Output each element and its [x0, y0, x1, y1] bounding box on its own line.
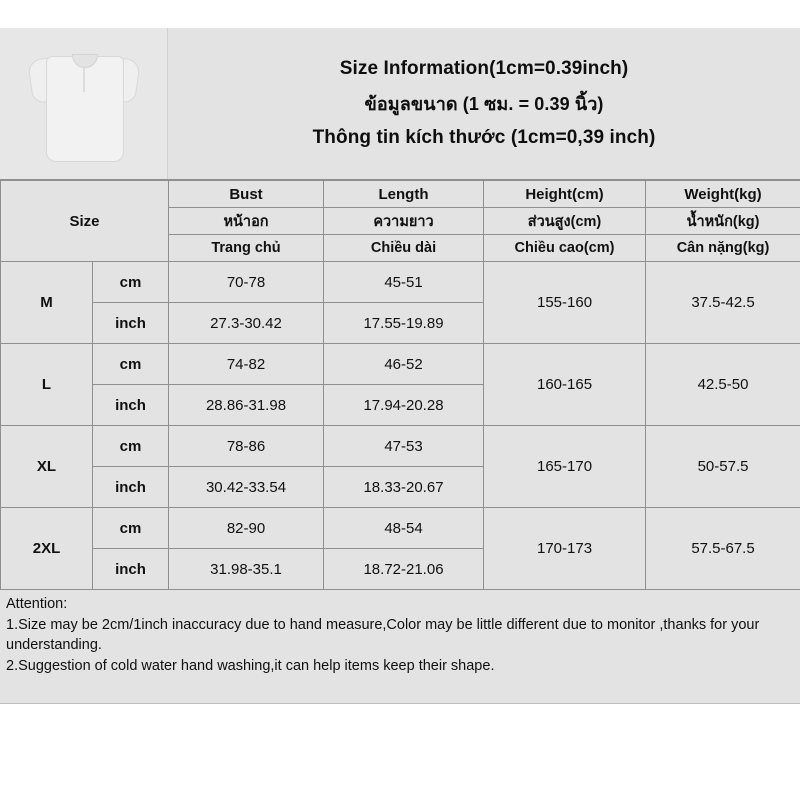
header-weight-th: น้ำหนัก(kg)	[646, 208, 800, 235]
table-row	[1, 426, 800, 467]
attention-heading: Attention:	[6, 596, 68, 612]
m-height: 155-160	[484, 262, 646, 344]
row-size-m: M	[1, 262, 93, 344]
xl-height: 165-170	[484, 426, 646, 508]
chart-title-block	[168, 28, 800, 179]
l-height: 160-165	[484, 344, 646, 426]
unit-inch: inch	[93, 549, 169, 590]
2xl-length-inch: 18.72-21.06	[324, 549, 484, 590]
table-row	[1, 508, 800, 549]
2xl-weight: 57.5-67.5	[646, 508, 800, 590]
chart-header	[0, 28, 800, 180]
tshirt-placket	[83, 66, 85, 92]
l-weight: 42.5-50	[646, 344, 800, 426]
header-height-th: ส่วนสูง(cm)	[484, 208, 646, 235]
xl-bust-cm: 78-86	[169, 426, 324, 467]
unit-inch: inch	[93, 385, 169, 426]
header-height-en: Height(cm)	[484, 181, 646, 208]
row-size-2xl: 2XL	[1, 508, 93, 590]
tshirt-body	[46, 56, 124, 162]
attention-line-2: 2.Suggestion of cold water hand washing,it can help items keep their shape.	[6, 657, 495, 674]
xl-bust-inch: 30.42-33.54	[169, 467, 324, 508]
header-weight-en: Weight(kg)	[646, 181, 800, 208]
size-table	[0, 180, 800, 590]
header-bust-en: Bust	[169, 181, 324, 208]
unit-cm: cm	[93, 426, 169, 467]
title-en: Size Information(1cm=0.39inch)	[339, 58, 629, 79]
l-bust-inch: 28.86-31.98	[169, 385, 324, 426]
xl-length-inch: 18.33-20.67	[324, 467, 484, 508]
2xl-length-cm: 48-54	[324, 508, 484, 549]
2xl-bust-inch: 31.98-35.1	[169, 549, 324, 590]
m-bust-inch: 27.3-30.42	[169, 303, 324, 344]
m-bust-cm: 70-78	[169, 262, 324, 303]
m-length-cm: 45-51	[324, 262, 484, 303]
l-length-cm: 46-52	[324, 344, 484, 385]
header-height-vi: Chiều cao(cm)	[484, 235, 646, 262]
header-weight-vi: Cân nặng(kg)	[646, 235, 800, 262]
unit-inch: inch	[93, 303, 169, 344]
row-size-l: L	[1, 344, 93, 426]
m-length-inch: 17.55-19.89	[324, 303, 484, 344]
xl-length-cm: 47-53	[324, 426, 484, 467]
header-bust-vi: Trang chủ	[169, 235, 324, 262]
unit-cm: cm	[93, 344, 169, 385]
m-weight: 37.5-42.5	[646, 262, 800, 344]
unit-cm: cm	[93, 262, 169, 303]
header-length-th: ความยาว	[324, 208, 484, 235]
l-length-inch: 17.94-20.28	[324, 385, 484, 426]
title-th: ข้อมูลขนาด (1 ซม. = 0.39 นิ้ว)	[364, 94, 604, 114]
tshirt-icon	[30, 48, 138, 160]
table-row	[1, 262, 800, 303]
size-column-header: Size	[1, 181, 169, 262]
2xl-height: 170-173	[484, 508, 646, 590]
table-row	[1, 344, 800, 385]
table-header-row-en	[1, 181, 800, 208]
header-length-vi: Chiều dài	[324, 235, 484, 262]
title-vi: Thông tin kích thước (1cm=0,39 inch)	[312, 127, 656, 148]
2xl-bust-cm: 82-90	[169, 508, 324, 549]
attention-line-1: 1.Size may be 2cm/1inch inaccuracy due to hand measure,Color may be little different due to monitor ,thanks for your understanding.	[6, 616, 760, 654]
unit-cm: cm	[93, 508, 169, 549]
xl-weight: 50-57.5	[646, 426, 800, 508]
attention-block	[0, 590, 800, 682]
l-bust-cm: 74-82	[169, 344, 324, 385]
row-size-xl: XL	[1, 426, 93, 508]
header-length-en: Length	[324, 181, 484, 208]
header-bust-th: หน้าอก	[169, 208, 324, 235]
unit-inch: inch	[93, 467, 169, 508]
product-image	[0, 28, 168, 179]
size-chart-sheet	[0, 28, 800, 704]
